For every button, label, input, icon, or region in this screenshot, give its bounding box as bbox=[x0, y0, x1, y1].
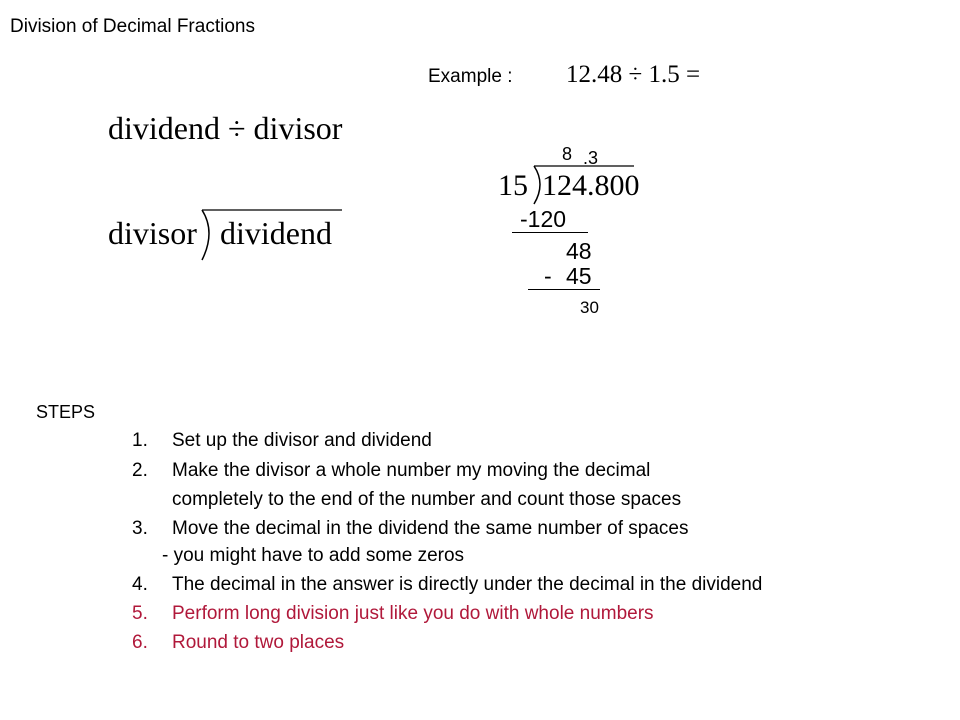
long-division-divisor: 15 bbox=[498, 169, 528, 202]
step-text: Round to two places bbox=[172, 632, 345, 653]
example-label: Example : bbox=[428, 66, 513, 87]
step-text: Set up the divisor and dividend bbox=[172, 430, 432, 451]
minus-sign: - bbox=[544, 263, 552, 289]
remainder-1: 48 bbox=[566, 238, 592, 264]
quotient-digit: 8 bbox=[562, 144, 573, 164]
formula-dividend-divided-by-divisor: dividend ÷ divisor bbox=[108, 110, 343, 146]
subtraction-line-2 bbox=[528, 289, 600, 290]
page-title: Division of Decimal Fractions bbox=[10, 16, 255, 37]
formula-divisor: divisor bbox=[108, 215, 197, 251]
step-number: 1. bbox=[132, 430, 148, 451]
step-number: 6. bbox=[132, 632, 148, 653]
step-number: 3. bbox=[132, 518, 148, 539]
step-text: Make the divisor a whole number my moving the decimal bbox=[172, 460, 651, 481]
step-text: completely to the end of the number and count those spaces bbox=[172, 489, 682, 510]
remainder-2: 30 bbox=[580, 298, 599, 317]
step-text: Move the decimal in the dividend the same number of spaces bbox=[172, 518, 689, 539]
subtraction-line-1 bbox=[512, 232, 588, 233]
example-expression: 12.48 ÷ 1.5 = bbox=[566, 61, 701, 88]
quotient-decimal: .3 bbox=[583, 148, 599, 168]
step-text: The decimal in the answer is directly under the decimal in the dividend bbox=[172, 574, 763, 595]
steps-heading: STEPS bbox=[36, 402, 96, 422]
step-number: 4. bbox=[132, 574, 148, 595]
step-number: 2. bbox=[132, 460, 148, 481]
step-text: Perform long division just like you do with whole numbers bbox=[172, 603, 654, 624]
step-number: 5. bbox=[132, 603, 148, 624]
subtraction-2: 45 bbox=[566, 263, 592, 289]
formula-dividend: dividend bbox=[220, 215, 332, 251]
step-text: - you might have to add some zeros bbox=[162, 545, 465, 566]
subtraction-1: -120 bbox=[520, 206, 567, 232]
long-division-dividend: 124.800 bbox=[542, 169, 640, 202]
